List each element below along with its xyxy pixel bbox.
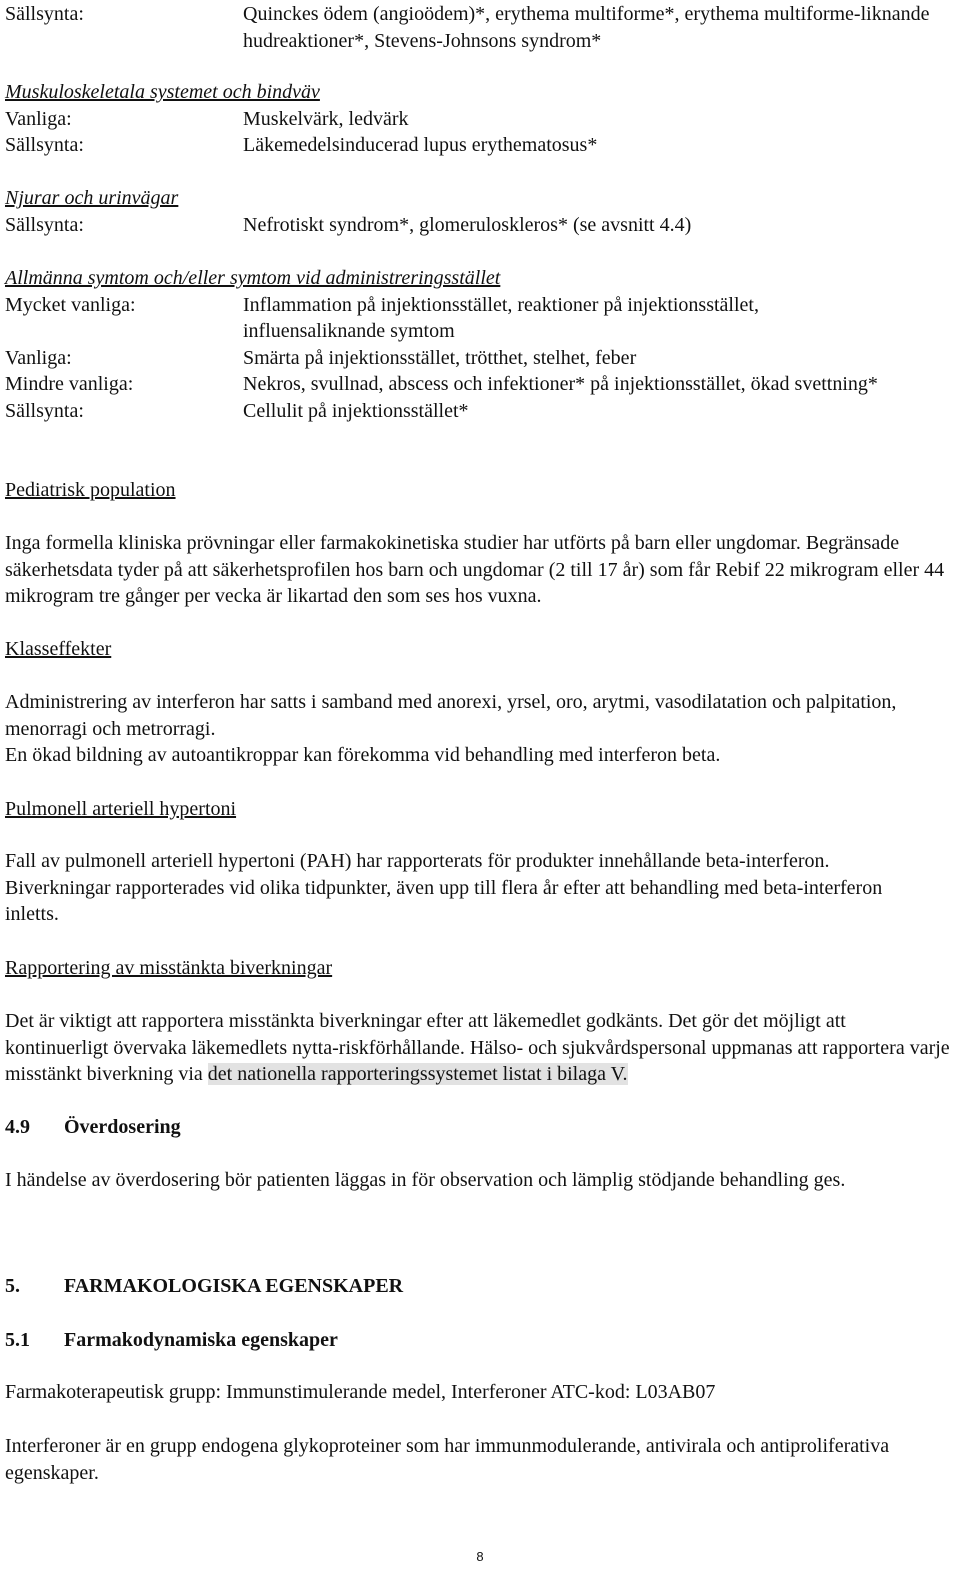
frequency-label: Sällsynta: xyxy=(5,134,84,156)
overdose-paragraph: I händelse av överdosering bör patienten läggas in för observation och lämplig stödjande behandling ges. xyxy=(5,1169,846,1191)
reaction-text: Cellulit på injektionsstället* xyxy=(243,399,469,422)
page-number: 8 xyxy=(476,1549,484,1564)
pah-heading: Pulmonell arteriell hypertoni xyxy=(5,798,237,820)
organ-class-heading: Muskuloskeletala systemet och bindväv xyxy=(5,81,320,103)
frequency-label: Sällsynta: xyxy=(5,213,84,236)
section-title: FARMAKOLOGISKA EGENSKAPER xyxy=(64,1275,404,1297)
pediatric-heading: Pediatrisk population xyxy=(5,479,176,501)
adverse-block-skin xyxy=(5,1,950,54)
interferon-description: Interferoner är en grupp endogena glykoproteiner som har immunmodulerande, antivirala och antiproliferativa egenskaper. xyxy=(5,1435,890,1484)
frequency-row xyxy=(5,345,950,372)
class-effects-paragraph-1: Administrering av interferon har satts i samband med anorexi, yrsel, oro, arytmi, vasodilatation och palpitation, menorragi och metrorragi. xyxy=(5,691,897,740)
reporting-paragraph xyxy=(5,1008,950,1088)
organ-class-heading: Njurar och urinvägar xyxy=(5,187,179,209)
reaction-text: Läkemedelsinducerad lupus erythematosus* xyxy=(243,134,598,156)
section-5-1-heading xyxy=(5,1327,338,1354)
reaction-text: Muskelvärk, ledvärk xyxy=(243,107,409,130)
frequency-label: Mindre vanliga: xyxy=(5,373,134,395)
adverse-block-general xyxy=(5,265,950,424)
reporting-text: Det är viktigt att rapportera misstänkta biverkningar efter att läkemedlet godkänts. Det gör det möjligt att kontinuerligt övervaka läkemedlets nytta-riskförhållande. Hälso- och sjukvårdspersonal uppmanas att rapportera varje misstänkt biverkning via xyxy=(5,1010,950,1085)
reaction-text: Inflammation på injektionsstället, reaktioner på injektionsstället, influensaliknande symtom xyxy=(243,293,759,342)
pediatric-paragraph: Inga formella kliniska prövningar eller farmakokinetiska studier har utförts på barn eller ungdomar. Begränsade säkerhetsdata tyder på att säkerhetsprofilen hos barn och ungdomar (2 till 17 år) som får Rebif 22 mikrogram eller 44 mikrogram tre gånger per vecka är likartad den som ses hos vuxna. xyxy=(5,532,945,607)
frequency-row xyxy=(5,371,950,398)
section-number: 5. xyxy=(5,1275,20,1297)
frequency-label: Sällsynta: xyxy=(5,399,84,422)
class-effects-heading: Klasseffekter xyxy=(5,638,112,660)
reaction-text: Nefrotiskt syndrom*, glomeruloskleros* (se avsnitt 4.4) xyxy=(243,213,692,236)
section-title: Överdosering xyxy=(64,1116,181,1138)
section-number: 4.9 xyxy=(5,1116,30,1138)
organ-class-heading: Allmänna symtom och/eller symtom vid administreringsstället xyxy=(5,267,501,289)
frequency-row xyxy=(5,292,950,345)
frequency-label: Vanliga: xyxy=(5,346,72,369)
frequency-label: Sällsynta: xyxy=(5,3,84,25)
reaction-text: Smärta på injektionsstället, trötthet, stelhet, feber xyxy=(243,346,637,369)
reaction-text: Quinckes ödem (angioödem)*, erythema multiforme*, erythema multiforme-liknande hudreaktioner*, Stevens-Johnsons syndrom* xyxy=(243,3,930,52)
frequency-row xyxy=(5,212,950,239)
pharmacotherapeutic-group: Farmakoterapeutisk grupp: Immunstimulerande medel, Interferoner ATC-kod: L03AB07 xyxy=(5,1381,716,1403)
frequency-row xyxy=(5,398,950,425)
section-4-9-heading xyxy=(5,1114,181,1141)
frequency-label: Mycket vanliga: xyxy=(5,293,136,316)
reporting-system-link: det nationella rapporteringssystemet listat i bilaga V. xyxy=(207,1063,628,1085)
section-title: Farmakodynamiska egenskaper xyxy=(64,1329,338,1351)
class-effects-paragraph-2: En ökad bildning av autoantikroppar kan förekomma vid behandling med interferon beta. xyxy=(5,744,721,766)
reaction-text: Nekros, svullnad, abscess och infektioner* på injektionsstället, ökad svettning* xyxy=(243,373,878,395)
frequency-row xyxy=(5,1,950,54)
adverse-block-renal xyxy=(5,185,950,238)
reporting-heading: Rapportering av misstänkta biverkningar xyxy=(5,957,333,979)
frequency-row xyxy=(5,132,950,159)
pah-paragraph: Fall av pulmonell arteriell hypertoni (PAH) har rapporterats för produkter innehållande beta-interferon. Biverkningar rapporterades vid olika tidpunkter, även upp till flera år efter att behandling med beta-interferon inletts. xyxy=(5,850,883,925)
section-5-heading xyxy=(5,1273,403,1300)
frequency-label: Vanliga: xyxy=(5,107,72,130)
adverse-block-musculoskeletal xyxy=(5,79,950,159)
frequency-row xyxy=(5,106,950,133)
section-number: 5.1 xyxy=(5,1329,30,1351)
